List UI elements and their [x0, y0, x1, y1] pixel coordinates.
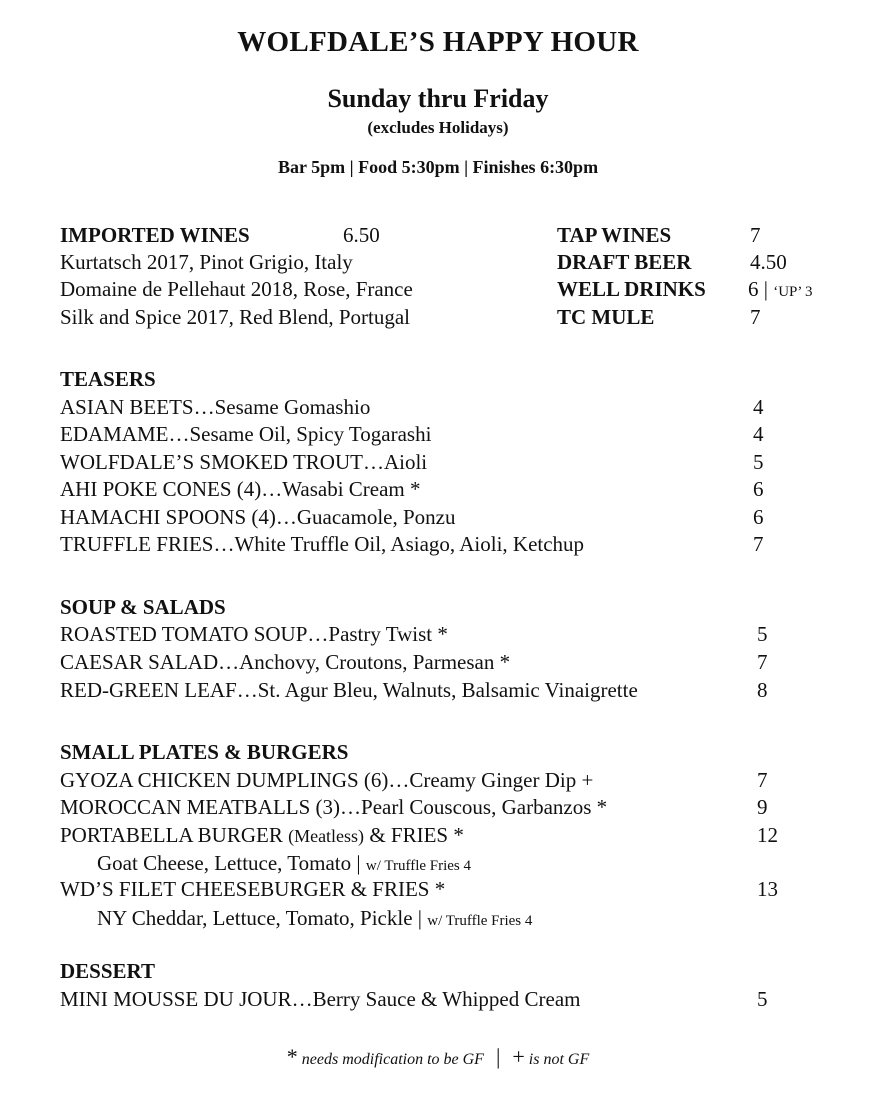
menu-item-price: 6 [753, 477, 764, 501]
section-heading-imported-wines: IMPORTED WINES [60, 223, 250, 247]
drink-name: DRAFT BEER [557, 250, 692, 274]
menu-item-price: 7 [753, 532, 764, 556]
menu-item-price: 7 [757, 768, 768, 792]
hours-line: Bar 5pm | Food 5:30pm | Finishes 6:30pm [277, 157, 599, 177]
menu-subtitle: Sunday thru Friday [327, 84, 549, 113]
gf-footnote: * needs modification to be GF | + is not GF [286, 1044, 590, 1069]
menu-item-filet: WD’S FILET CHEESEBURGER & FRIES * [60, 877, 446, 901]
section-heading-soup-salads: SOUP & SALADS [60, 595, 226, 619]
drink-name: WELL DRINKS [557, 277, 706, 301]
menu-item-price: 5 [753, 450, 764, 474]
menu-item: CAESAR SALAD…Anchovy, Croutons, Parmesan * [60, 650, 511, 674]
menu-item-subline: Goat Cheese, Lettuce, Tomato | w/ Truffle Fries 4 [97, 851, 472, 875]
drink-price: 7 [750, 305, 761, 329]
menu-item-portabella: PORTABELLA BURGER (Meatless) & FRIES * [60, 823, 464, 847]
menu-item-price: 8 [757, 678, 768, 702]
drink-price: 6 | ‘UP’ 3 [748, 277, 813, 301]
holiday-note: (excludes Holidays) [367, 118, 509, 137]
menu-item-subline: NY Cheddar, Lettuce, Tomato, Pickle | w/ Truffle Fries 4 [97, 906, 533, 930]
drink-name: TAP WINES [557, 223, 672, 247]
menu-title: WOLFDALE’S HAPPY HOUR [237, 26, 639, 58]
menu-item: ROASTED TOMATO SOUP…Pastry Twist * [60, 622, 448, 646]
menu-item: WOLFDALE’S SMOKED TROUT…Aioli [60, 450, 428, 474]
menu-item: MOROCCAN MEATBALLS (3)…Pearl Couscous, Garbanzos * [60, 795, 608, 819]
menu-item-price: 7 [757, 650, 768, 674]
menu-item: ASIAN BEETS…Sesame Gomashio [60, 395, 371, 419]
menu-item: TRUFFLE FRIES…White Truffle Oil, Asiago, Aioli, Ketchup [60, 532, 585, 556]
drink-up-price: ‘UP’ 3 [773, 284, 813, 300]
section-heading-dessert: DESSERT [60, 959, 155, 983]
drink-price: 7 [750, 223, 761, 247]
menu-item-price: 6 [753, 505, 764, 529]
wine-item: Silk and Spice 2017, Red Blend, Portugal [60, 305, 410, 329]
menu-item-price: 5 [757, 987, 768, 1011]
menu-item: GYOZA CHICKEN DUMPLINGS (6)…Creamy Ginger Dip + [60, 768, 594, 792]
drink-price: 4.50 [750, 250, 787, 274]
menu-item: RED-GREEN LEAF…St. Agur Bleu, Walnuts, Balsamic Vinaigrette [60, 678, 638, 702]
menu-item-price: 13 [757, 877, 778, 901]
menu-item-price: 4 [753, 422, 764, 446]
wine-item: Kurtatsch 2017, Pinot Grigio, Italy [60, 250, 353, 274]
menu-item-price: 4 [753, 395, 764, 419]
menu-item: HAMACHI SPOONS (4)…Guacamole, Ponzu [60, 505, 456, 529]
menu-item-price: 5 [757, 622, 768, 646]
imported-wines-price: 6.50 [343, 223, 380, 247]
section-heading-small-plates: SMALL PLATES & BURGERS [60, 740, 349, 764]
wine-item: Domaine de Pellehaut 2018, Rose, France [60, 277, 413, 301]
menu-item: AHI POKE CONES (4)…Wasabi Cream * [60, 477, 421, 501]
section-heading-teasers: TEASERS [60, 367, 156, 391]
menu-item: MINI MOUSSE DU JOUR…Berry Sauce & Whipped Cream [60, 987, 581, 1011]
drink-name: TC MULE [557, 305, 655, 329]
menu-item-price: 12 [757, 823, 778, 847]
menu-item: EDAMAME…Sesame Oil, Spicy Togarashi [60, 422, 432, 446]
menu-item-price: 9 [757, 795, 768, 819]
